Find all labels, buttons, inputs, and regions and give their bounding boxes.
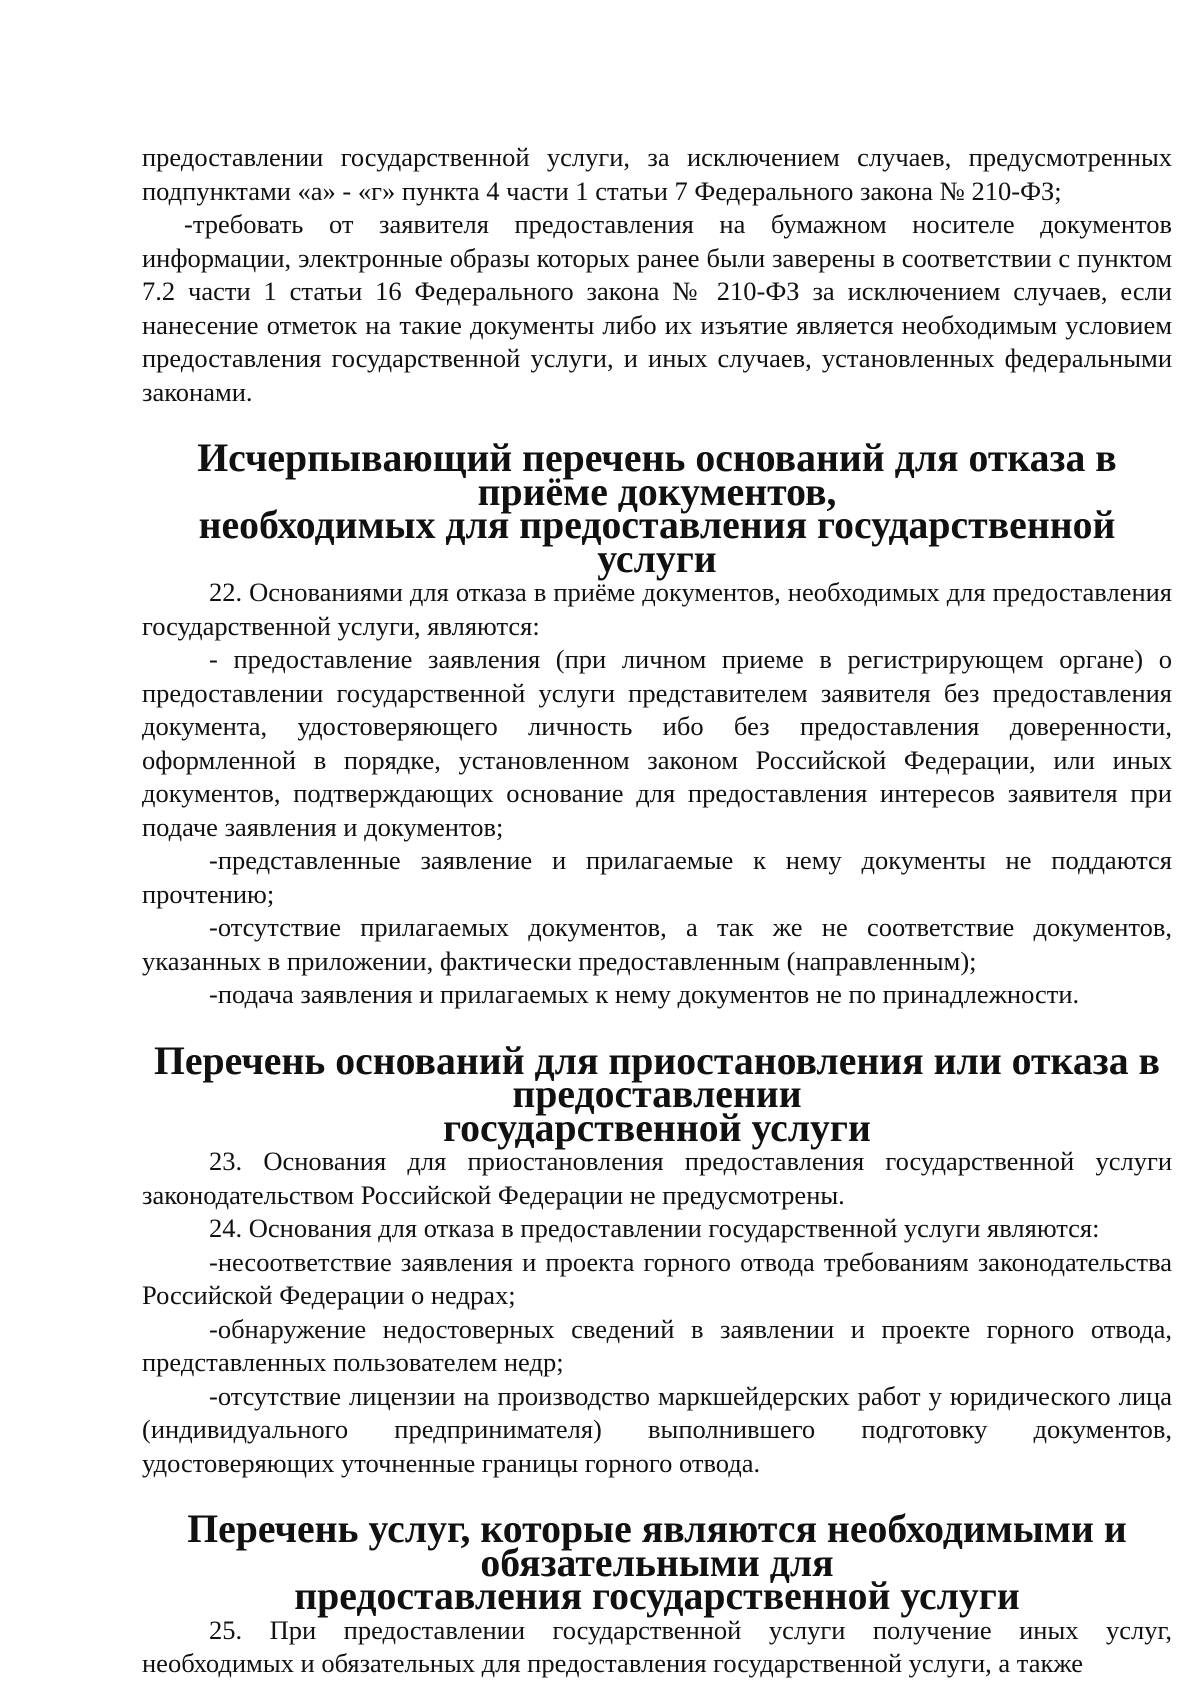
list-item: -отсутствие прилагаемых документов, а так же не соответствие документов, указанных в приложении, фактически предоставленным (направленным);	[142, 912, 1172, 976]
list-item: -подача заявления и прилагаемых к нему документов не по принадлежности.	[209, 979, 1080, 1009]
section-required-services	[142, 1507, 1172, 1681]
list-item: -несоответствие заявления и проекта горного отвода требованиям законодательства Российской Федерации о недрах;	[142, 1246, 1172, 1310]
heading-line: Исчерпывающий перечень оснований для отказа в приёме документов,	[197, 436, 1117, 514]
list-item: -отсутствие лицензии на производство маркшейдерских работ у юридического лица (индивидуального предпринимателя) выполнившего подготовку документов, удостоверяющих уточненные границы горного отвода.	[142, 1380, 1172, 1478]
section-heading	[142, 1507, 1172, 1618]
section-heading	[142, 436, 1172, 581]
paragraph-23: 23. Основания для приостановления предоставления государственной услуги законодательством Российской Федерации не предусмотрены.	[142, 1146, 1172, 1210]
list-item: -обнаружение недостоверных сведений в заявлении и проекте горного отвода, представленных пользователем недр;	[142, 1313, 1172, 1377]
paragraph-requirement: -требовать от заявителя предоставления на бумажном носителе документов информации, электронные образы которых ранее были заверены в соответствии с пунктом 7.2 части 1 статьи 16 Федерального закона № 210-ФЗ за исключением случаев, если нанесение отметок на такие документы либо их изъятие является необходимым условием предоставления государственной услуги, и иных случаев, установленных федеральными законами.	[142, 209, 1172, 407]
paragraph-25: 25. При предоставлении государственной услуги получение иных услуг, необходимых и обязательных для предоставления государственной услуги, а также	[142, 1614, 1172, 1678]
paragraph-continuation: предоставлении государственной услуги, за исключением случаев, предусмотренных подпунктами «а» - «г» пункта 4 части 1 статьи 7 Федерального закона № 210-ФЗ;	[142, 142, 1172, 206]
document-body	[142, 141, 1172, 1681]
paragraph-22: 22. Основаниями для отказа в приёме документов, необходимых для предоставления государственной услуги, являются:	[142, 577, 1172, 641]
list-item: - предоставление заявления (при личном приеме в регистрирующем органе) о предоставлении государственной услуги представителем заявителя без предоставления документа, удостоверяющего личность ибо без предоставления доверенности, оформленной в порядке, установленном законом Российской Федерации, или иных документов, подтверждающих основание для предоставления интересов заявителя при подаче заявления и документов;	[142, 644, 1172, 842]
heading-line: Перечень услуг, которые являются необходимыми и обязательными для	[187, 1507, 1127, 1585]
heading-line: государственной услуги	[443, 1105, 871, 1150]
heading-line: необходимых для предоставления государственной услуги	[198, 503, 1116, 581]
heading-line: предоставления государственной услуги	[294, 1574, 1020, 1618]
list-item: -представленные заявление и прилагаемые к нему документы не поддаются прочтению;	[142, 845, 1172, 909]
paragraph-24: 24. Основания для отказа в предоставлении государственной услуги являются:	[209, 1213, 1100, 1243]
section-suspension-refusal	[142, 1038, 1172, 1481]
section-refusal-documents	[142, 436, 1172, 1012]
section-heading	[142, 1038, 1172, 1150]
heading-line: Перечень оснований для приостановления или отказа в предоставлении	[154, 1038, 1160, 1116]
